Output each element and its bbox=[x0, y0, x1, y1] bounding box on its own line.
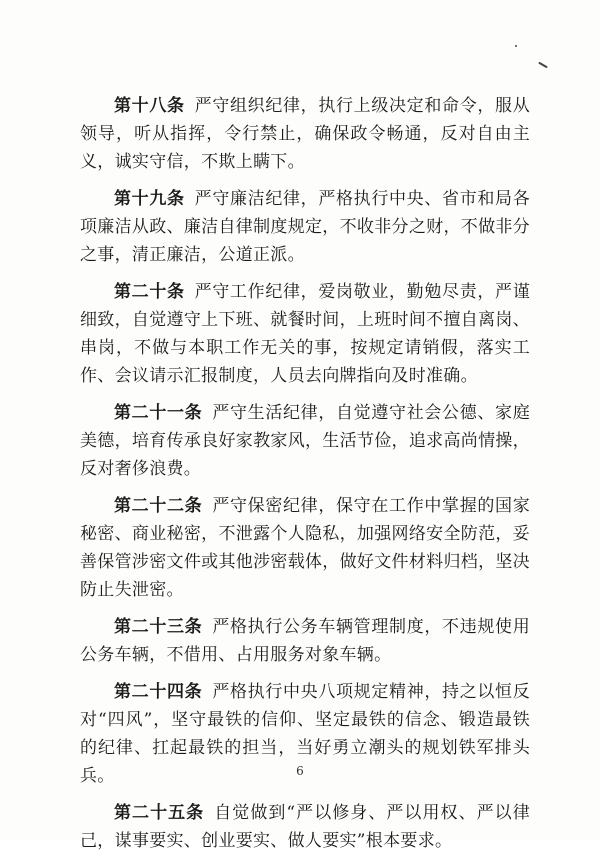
article-label: 第二十一条 bbox=[114, 403, 203, 423]
article-18 bbox=[80, 92, 530, 176]
article-19 bbox=[80, 185, 530, 269]
article-text: 严守保密纪律，保守在工作中掌握的国家秘密、商业秘密，不泄露个人隐私，加强网络安全防范，妥善保管涉密文件或其他涉密载体，做好文件材料归档，坚决防止失泄密。 bbox=[80, 496, 530, 600]
article-text: 严守工作纪律，爱岗敬业，勤勉尽责，严谨细致，自觉遵守上下班、就餐时间，上班时间不擅自离岗、串岗，不做与本职工作无关的事，按规定请销假，落实工作、会议请示汇报制度，人员去向牌指向及时准确。 bbox=[80, 282, 530, 386]
article-label: 第二十五条 bbox=[114, 803, 205, 823]
article-text: 严格执行中央八项规定精神，持之以恒反对“四风”，坚守最铁的信仰、坚定最铁的信念、锻造最铁的纪律、扛起最铁的担当，当好勇立潮头的规划铁军排头兵。 bbox=[80, 682, 530, 786]
article-23 bbox=[80, 613, 530, 669]
scan-mark bbox=[538, 62, 548, 69]
article-text: 自觉做到“严以修身、严以用权、严以律己，谋事要实、创业要实、做人要实”根本要求。 bbox=[80, 803, 531, 851]
article-label: 第二十三条 bbox=[114, 617, 203, 637]
article-text: 严格执行公务车辆管理制度，不违规使用公务车辆，不借用、占用服务对象车辆。 bbox=[80, 617, 530, 665]
article-20 bbox=[80, 278, 530, 390]
article-25 bbox=[80, 799, 530, 855]
article-22 bbox=[80, 492, 530, 604]
article-label: 第二十四条 bbox=[114, 682, 203, 702]
article-text: 严守生活纪律，自觉遵守社会公德、家庭美德，培育传承良好家教家风，生活节俭，追求高尚情操，反对奢侈浪费。 bbox=[80, 403, 530, 479]
article-text: 严守廉洁纪律，严格执行中央、省市和局各项廉洁从政、廉洁自律制度规定，不收非分之财，不做非分之事，清正廉洁，公道正派。 bbox=[80, 189, 530, 265]
article-label: 第二十条 bbox=[114, 282, 185, 302]
scan-speck bbox=[515, 45, 517, 47]
article-21 bbox=[80, 399, 530, 483]
article-label: 第二十二条 bbox=[114, 496, 203, 516]
articles-body bbox=[80, 92, 530, 864]
article-text: 严守组织纪律，执行上级决定和命令，服从领导，听从指挥，令行禁止，确保政令畅通，反对自由主义，诚实守信，不欺上瞒下。 bbox=[80, 96, 530, 172]
article-label: 第十八条 bbox=[114, 96, 185, 116]
article-label: 第十九条 bbox=[114, 189, 185, 209]
page-number: 6 bbox=[296, 764, 304, 778]
